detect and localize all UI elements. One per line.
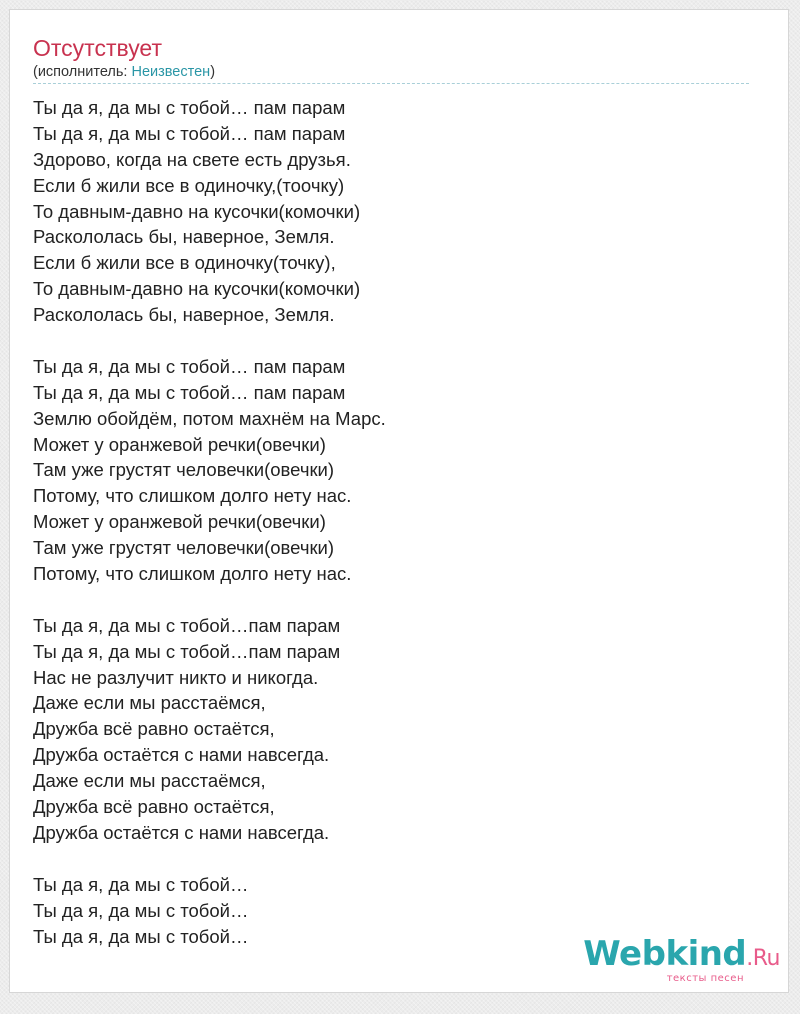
lyric-line: Раскололась бы, наверное, Земля. (33, 226, 335, 248)
stanza-gap (33, 846, 386, 872)
lyrics-text (33, 95, 386, 949)
lyric-line: Если б жили все в одиночку,(тоочку) (33, 174, 345, 196)
lyric-line: Может у оранжевой речки(овечки) (33, 511, 326, 533)
artist-link[interactable]: Неизвестен (131, 64, 211, 80)
logo-brand: Webkind (583, 934, 747, 974)
lyric-line: Там уже грустят человечки(овечки) (33, 537, 335, 559)
lyric-line: Ты да я, да мы с тобой…пам парам (33, 614, 341, 636)
lyric-line: Ты да я, да мы с тобой… (33, 899, 249, 921)
stanza-gap (33, 328, 386, 354)
logo-tagline: тексты песен (666, 973, 744, 984)
lyric-line: Там уже грустят человечки(овечки) (33, 459, 335, 481)
lyric-line: Даже если мы расстаёмся, (33, 692, 266, 714)
lyric-line: То давным-давно на кусочки(комочки) (33, 200, 361, 222)
lyric-line: Нас не разлучит никто и никогда. (33, 666, 319, 688)
logo-tld: .Ru (746, 946, 780, 971)
title-divider (33, 83, 749, 84)
lyric-line: Даже если мы расстаёмся, (33, 770, 266, 792)
lyric-line: Ты да я, да мы с тобой… (33, 925, 249, 947)
lyric-line: Землю обойдём, потом махнём на Марс. (33, 407, 386, 429)
lyric-line: Если б жили все в одиночку(точку), (33, 252, 336, 274)
lyric-line: Может у оранжевой речки(овечки) (33, 433, 326, 455)
lyric-line: Здорово, когда на свете есть друзья. (33, 148, 351, 170)
lyric-line: Дружба остаётся с нами навсегда. (33, 744, 330, 766)
lyric-line: Ты да я, да мы с тобой…пам парам (33, 640, 341, 662)
lyric-line: Раскололась бы, наверное, Земля. (33, 304, 335, 326)
lyric-line: Потому, что слишком долго нету нас. (33, 563, 352, 585)
lyric-line: Дружба всё равно остаётся, (33, 796, 275, 818)
artist-prefix: (исполнитель: (33, 64, 132, 80)
stanza-gap (33, 587, 386, 613)
lyric-line: Ты да я, да мы с тобой… (33, 873, 249, 895)
lyric-line: То давным-давно на кусочки(комочки) (33, 278, 361, 300)
lyric-line: Ты да я, да мы с тобой… пам парам (33, 355, 346, 377)
lyric-line: Ты да я, да мы с тобой… пам парам (33, 97, 346, 118)
lyric-line: Ты да я, да мы с тобой… пам парам (33, 381, 346, 403)
artist-suffix: ) (210, 64, 216, 80)
song-title: Отсутствует (33, 35, 162, 61)
webkind-logo[interactable] (583, 936, 780, 984)
lyric-line: Потому, что слишком долго нету нас. (33, 485, 352, 507)
logo-wordmark (583, 936, 780, 977)
artist-line (33, 63, 215, 81)
lyric-line: Дружба остаётся с нами навсегда. (33, 821, 330, 843)
lyric-line: Ты да я, да мы с тобой… пам парам (33, 122, 346, 144)
lyric-line: Дружба всё равно остаётся, (33, 718, 275, 740)
